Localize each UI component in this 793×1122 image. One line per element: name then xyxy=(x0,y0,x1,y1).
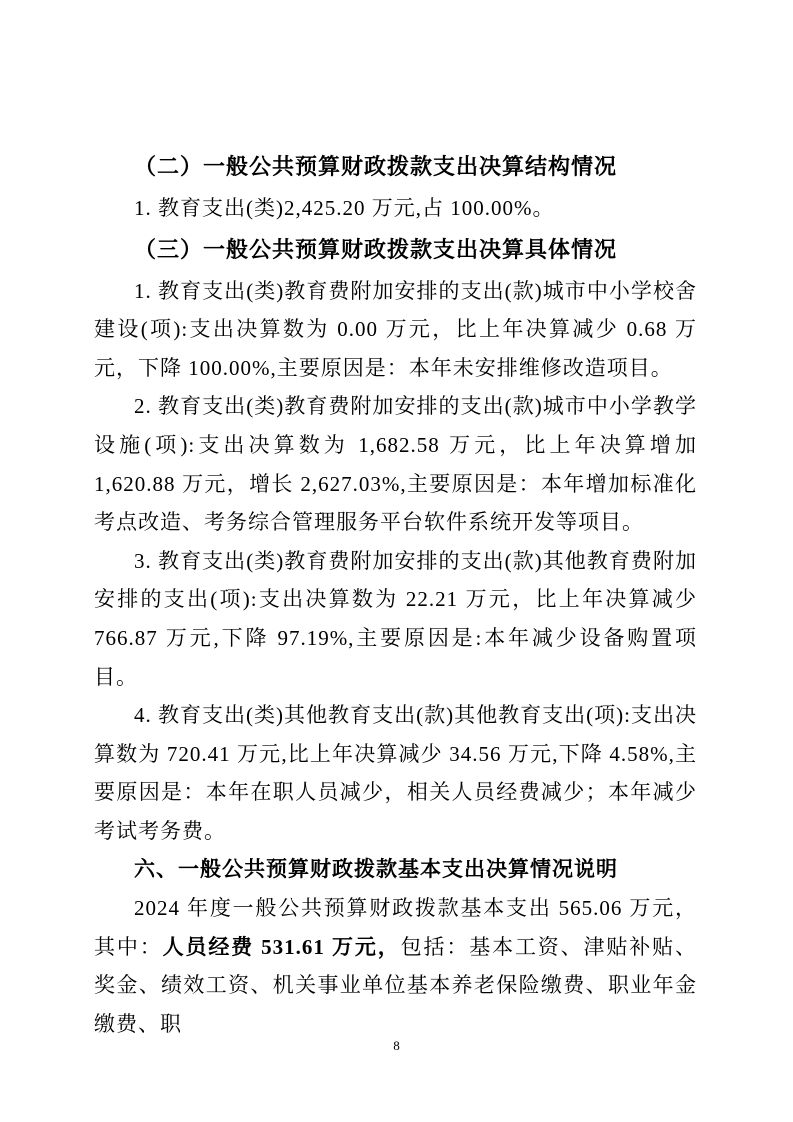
basic-expenditure-prefix-text: 2024 年度一般公共预算财政拨款基本支出 565.06 万元，其中： xyxy=(94,896,697,959)
heading-section-2-expenditure-structure: （二）一般公共预算财政拨款支出决算结构情况 xyxy=(134,154,618,179)
paragraph-basic-expenditure xyxy=(94,889,697,1043)
page-number: 8 xyxy=(393,1038,400,1053)
document-body xyxy=(94,145,697,1043)
basic-expenditure-personnel-bold-text: 人员经费 531.61 万元， xyxy=(162,934,401,959)
heading-section-6-basic-expenditure: 六、一般公共预算财政拨款基本支出决算情况说明 xyxy=(134,857,618,881)
heading-section-3-expenditure-details: （三）一般公共预算财政拨款支出决算具体情况 xyxy=(134,236,618,262)
paragraph-detail-1-school-building: 1. 教育支出(类)教育费附加安排的支出(款)城市中小学校舍建设(项):支出决算数为 0.00 万元，比上年决算减少 0.68 万元，下降 100.00%,主要原因是：本年未安排维修改造项目。 xyxy=(94,278,697,380)
basic-expenditure-suffix-text: 包括：基本工资、津贴补贴、奖金、绩效工资、机关事业单位基本养老保险缴费、职业年金缴费、职 xyxy=(94,934,697,1036)
paragraph-expenditure-structure: 1. 教育支出(类)2,425.20 万元,占 100.00%。 xyxy=(134,196,555,220)
paragraph-detail-4-other-education: 4. 教育支出(类)其他教育支出(款)其他教育支出(项):支出决算数为 720.41 万元,比上年决算减少 34.56 万元,下降 4.58%,主要原因是：本年在职人员减少，相关人员经费减少；本年减少考试考务费。 xyxy=(94,703,697,843)
paragraph-detail-2-teaching-facilities: 2. 教育支出(类)教育费附加安排的支出(款)城市中小学教学设施(项):支出决算数为 1,682.58 万元，比上年决算增加 1,620.88 万元，增长 2,627.03%,主要原因是：本年增加标准化考点改造、考务综合管理服务平台软件系统开发等项目。 xyxy=(94,394,697,535)
paragraph-detail-3-other-surcharge: 3. 教育支出(类)教育费附加安排的支出(款)其他教育费附加安排的支出(项):支出决算数为 22.21 万元，比上年决算减少 766.87 万元,下降 97.19%,主要原因是:本年减少设备购置项目。 xyxy=(94,548,697,689)
